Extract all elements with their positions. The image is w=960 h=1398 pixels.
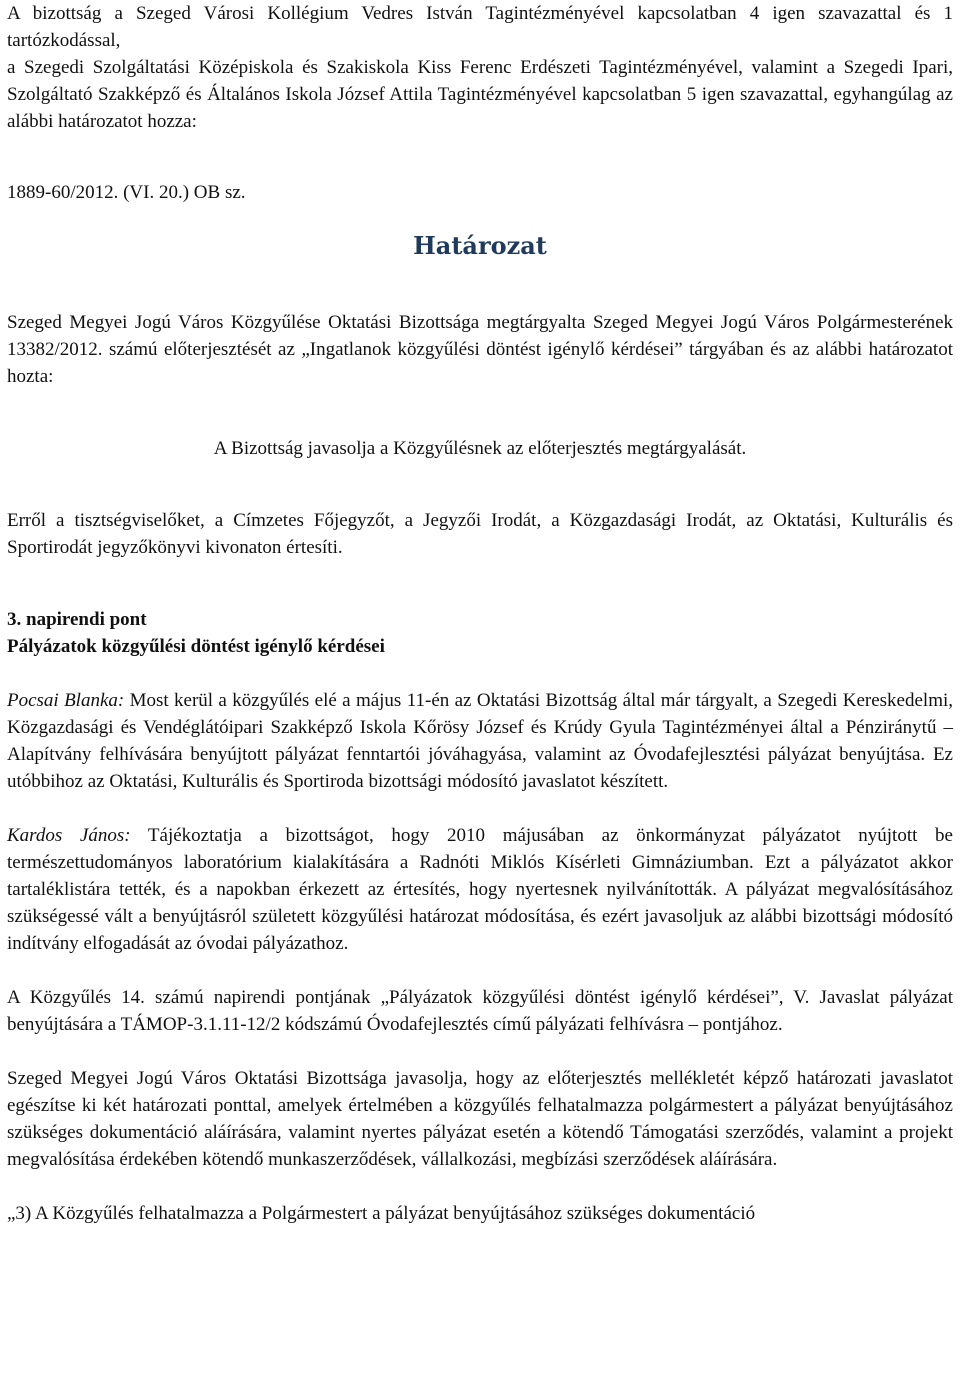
speaker-name: Kardos János: (7, 825, 131, 846)
speaker-name: Pocsai Blanka: (7, 690, 125, 711)
intro-line-2: a Szegedi Szolgáltatási Középiskola és Szakiskola Kiss Ferenc Erdészeti Tagintézményével, valamint a Szegedi Ipari, Szolgáltató Szakképző és Általános Iskola József Attila Tagintézményével kapcsolatban 5 igen szavazattal, egyhangúlag az alábbi határozatot hozza: (7, 57, 953, 132)
speaker-statement: Most kerül a közgyűlés elé a május 11-én az Oktatási Bizottság által már tárgyalt, a Szegedi Kereskedelmi, Közgazdasági és Vendéglátóipari Szakképző Iskola Kőrösy József és Krúdy Gyula Tagintézményei által a Pénziránytű – Alapítvány felhívására benyújtott pályázat fenntartói jóváhagyása, valamint az Óvodafejlesztési pályázat benyújtása. Ez utóbbihoz az Oktatási, Kulturális és Sportiroda bizottsági módosító javaslatot készített. (7, 690, 953, 792)
amendment-body: Szeged Megyei Jogú Város Oktatási Bizottsága javasolja, hogy az előterjesztés mellékletét képző határozati javaslatot egészítse ki két határozati ponttal, amelyek értelmében a közgyűlés felhatalmazza polgármestert a pályázat benyújtásához szükséges dokumentáció aláírására, valamint nyertes pályázat esetén a kötendő Támogatási szerződés, valamint a projekt megvalósítása érdekében kötendő munkaszerződések, vállalkozási, megbízási szerződések aláírására. (7, 1068, 953, 1170)
resolution-body: Szeged Megyei Jogú Város Közgyűlése Oktatási Bizottsága megtárgyalta Szeged Megyei Jogú Város Polgármesterének 13382/2012. számú előterjesztését az „Ingatlanok közgyűlési döntést igénylő kérdései” tárgyában és az alábbi határozatot hozta: (7, 312, 953, 387)
intro-paragraph (7, 0, 953, 135)
amendment-reference: A Közgyűlés 14. számú napirendi pontjának „Pályázatok közgyűlési döntést igénylő kérdései”, V. Javaslat pályázat benyújtására a TÁMOP-3.1.11-12/2 kódszámú Óvodafejlesztés című pályázati felhívásra – pontjához. (7, 987, 953, 1035)
resolution-title: Határozat (413, 231, 547, 260)
amendment-point-3: „3) A Közgyűlés felhatalmazza a Polgármestert a pályázat benyújtásához szükséges dokumentáció (7, 1203, 756, 1224)
committee-recommendation: A Bizottság javasolja a Közgyűlésnek az előterjesztés megtárgyalását. (213, 438, 747, 459)
intro-line-1: A bizottság a Szeged Városi Kollégium Vedres István Tagintézményével kapcsolatban 4 igen szavazattal és 1 tartózkodással, (7, 3, 953, 51)
agenda-item-number: 3. napirendi pont (7, 609, 147, 630)
notification-paragraph: Erről a tisztségviselőket, a Címzetes Főjegyzőt, a Jegyzői Irodát, a Közgazdasági Irodát, az Oktatási, Kulturális és Sportirodát jegyzőkönyvi kivonaton értesíti. (7, 510, 953, 558)
speaker-paragraph-1 (7, 687, 953, 795)
resolution-reference: 1889-60/2012. (VI. 20.) OB sz. (7, 182, 246, 203)
speaker-statement: Tájékoztatja a bizottságot, hogy 2010 májusában az önkormányzat pályázatot nyújtott be természettudományos laboratórium kialakítására a Radnóti Miklós Kísérleti Gimnáziumban. Ezt a pályázatot akkor tartaléklistára tették, és a napokban érkezett az értesítés, hogy nyertesnek nyilvánították. A pályázat megvalósításához szükségessé vált a benyújtásról született közgyűlési határozat módosítása, és ezért javasoljuk az alábbi bizottsági módosító indítvány elfogadását az óvodai pályázathoz. (7, 825, 953, 954)
speaker-paragraph-2 (7, 822, 953, 957)
agenda-item-title: Pályázatok közgyűlési döntést igénylő kérdései (7, 636, 385, 657)
